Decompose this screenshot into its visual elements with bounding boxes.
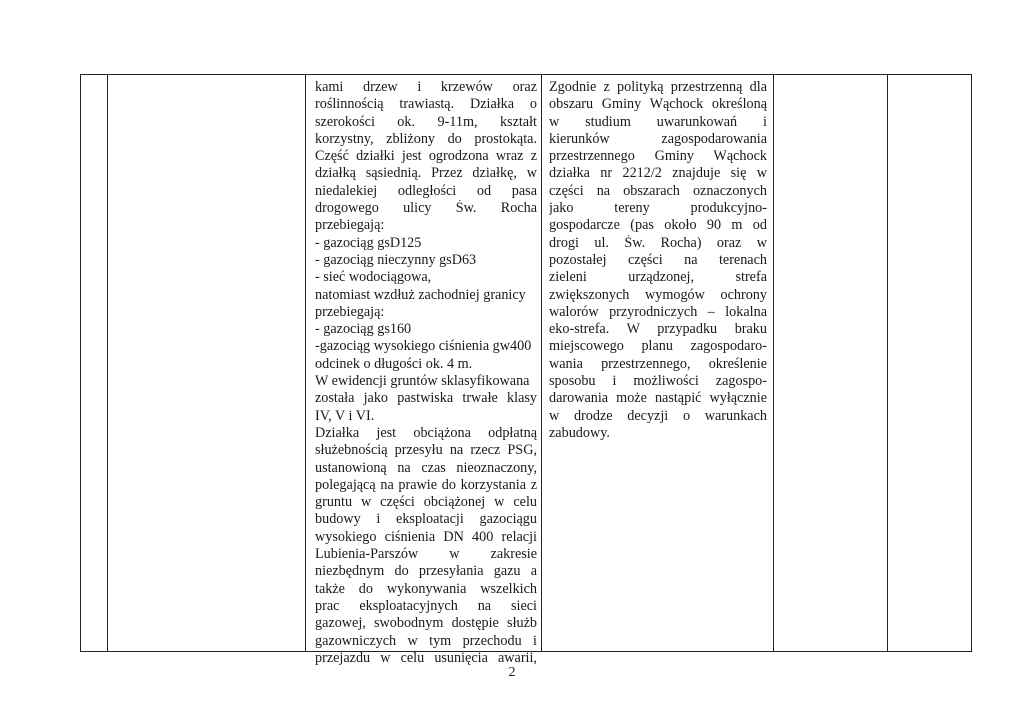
text-line: szerokości ok. 9-11m, kształt bbox=[315, 113, 537, 130]
text-line: zabudowy. bbox=[549, 424, 610, 441]
text-line: Lubienia-Parszów w zakresie bbox=[315, 546, 537, 563]
text-line: natomiast wzdłuż zachodniej granicy bbox=[315, 286, 526, 303]
text-line: darowania może nastąpić wyłącznie bbox=[549, 390, 767, 407]
text-line: drogi ul. Św. Rocha) oraz w bbox=[549, 234, 767, 251]
text-line: działka nr 2212/2 znajduje się w bbox=[549, 165, 767, 182]
column-divider bbox=[773, 75, 774, 651]
text-line: -gazociąg wysokiego ciśnienia gw400 bbox=[315, 338, 532, 355]
text-line: IV, V i VI. bbox=[315, 407, 375, 424]
text-line: w studium uwarunkowań i bbox=[549, 113, 767, 130]
text-line: części na obszarach oznaczonych bbox=[549, 182, 767, 199]
text-line: niezbędnym do przesyłania gazu a bbox=[315, 563, 537, 580]
text-line: W ewidencji gruntów sklasyfikowana bbox=[315, 373, 530, 390]
zoning-info-cell bbox=[549, 79, 767, 442]
text-line: gruntu w części obciążonej w celu bbox=[315, 494, 537, 511]
text-line: miejscowego planu zagospodaro- bbox=[549, 338, 767, 355]
text-line: polegającą na prawie do korzystania z bbox=[315, 476, 537, 493]
text-line: służebnością przesyłu na rzecz PSG, bbox=[315, 442, 537, 459]
text-line: Zgodnie z polityką przestrzenną dla bbox=[549, 79, 767, 95]
text-line: wania przestrzennego, określenie bbox=[549, 355, 767, 372]
text-line: gospodarcze (pas około 90 m od bbox=[549, 217, 767, 234]
text-line: Działka jest obciążona odpłatną bbox=[315, 424, 537, 441]
text-line: wysokiego ciśnienia DN 400 relacji bbox=[315, 528, 537, 545]
text-line: - gazociąg gsD125 bbox=[315, 234, 422, 251]
text-line: przebiegają: bbox=[315, 303, 385, 320]
text-line: walorów przyrodniczych – lokalna bbox=[549, 303, 767, 320]
text-line: sposobu i możliwości zagospo- bbox=[549, 373, 767, 390]
text-line: odcinek o długości ok. 4 m. bbox=[315, 355, 473, 372]
text-line: obszaru Gminy Wąchock określoną bbox=[549, 96, 767, 113]
text-line: drogowego ulicy Św. Rocha bbox=[315, 200, 537, 217]
text-line: zieleni urządzonej, strefa bbox=[549, 269, 767, 286]
text-line: pozostałej części na terenach bbox=[549, 251, 767, 268]
text-line: przejazdu w celu usunięcia awarii, bbox=[315, 649, 537, 666]
text-line: gazowej, swobodnym dostępie służb bbox=[315, 615, 537, 632]
text-line: jako tereny produkcyjno- bbox=[549, 200, 767, 217]
text-line: eko-strefa. W przypadku braku bbox=[549, 321, 767, 338]
text-line: - gazociąg gs160 bbox=[315, 321, 412, 338]
column-divider bbox=[887, 75, 888, 651]
text-line: zwiększonych wymogów ochrony bbox=[549, 286, 767, 303]
text-line: niedalekiej odległości od pasa bbox=[315, 182, 537, 199]
text-line: Część działki jest ogrodzona wraz z bbox=[315, 148, 537, 165]
text-line: ustanowioną na czas nieoznaczony, bbox=[315, 459, 537, 476]
column-divider bbox=[305, 75, 306, 651]
page-number: 2 bbox=[508, 665, 516, 680]
text-line: korzystny, zbliżony do prostokąta. bbox=[315, 130, 537, 147]
text-line: - gazociąg nieczynny gsD63 bbox=[315, 251, 477, 268]
text-line: roślinnością trawiastą. Działka o bbox=[315, 96, 537, 113]
text-line: - sieć wodociągowa, bbox=[315, 269, 432, 286]
text-line: budowy i eksploatacji gazociągu bbox=[315, 511, 537, 528]
text-line: także do wykonywania wszelkich bbox=[315, 580, 537, 597]
text-line: przebiegają: bbox=[315, 217, 385, 234]
text-line: kami drzew i krzewów oraz bbox=[315, 79, 537, 95]
property-description-cell bbox=[315, 79, 537, 667]
column-divider bbox=[107, 75, 108, 651]
text-line: została jako pastwiska trwałe klasy bbox=[315, 390, 537, 407]
text-line: prac eksploatacyjnych na sieci bbox=[315, 597, 537, 614]
document-table bbox=[80, 74, 972, 666]
text-line: kierunków zagospodarowania bbox=[549, 130, 767, 147]
text-line: działką sąsiednią. Przez działkę, w bbox=[315, 165, 537, 182]
column-divider bbox=[541, 75, 542, 651]
text-line: przestrzennego Gminy Wąchock bbox=[549, 148, 767, 165]
text-line: w drodze decyzji o warunkach bbox=[549, 407, 767, 424]
text-line: gazowniczych w tym przechodu i bbox=[315, 632, 537, 649]
